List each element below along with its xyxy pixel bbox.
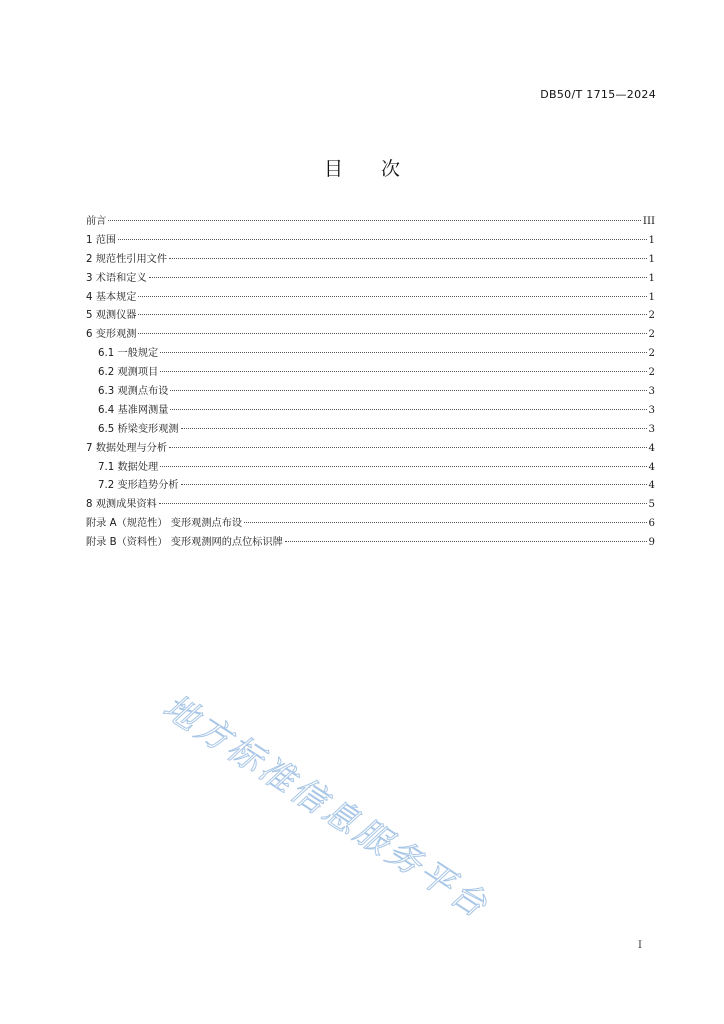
toc-dot-leader (170, 390, 646, 391)
toc-entry-title: 6.5 桥梁变形观测 (98, 423, 179, 435)
toc-dot-leader (169, 258, 646, 259)
toc-entry-title: 6.2 观测项目 (98, 367, 159, 379)
toc-entry-page: 2 (648, 348, 655, 360)
toc-entry-general-rules[interactable] (86, 344, 655, 363)
watermark: 地方标准信息服务平台 (155, 686, 497, 928)
toc-dot-leader (138, 296, 646, 297)
toc-dot-leader (118, 239, 646, 240)
toc-entry-appendix-b[interactable] (86, 533, 655, 552)
toc-entry-page: 1 (648, 234, 655, 246)
toc-dot-leader (138, 333, 646, 334)
toc-entry-point-layout[interactable] (86, 382, 655, 401)
toc-dot-leader (181, 484, 647, 485)
toc-entry-title: 6.3 观测点布设 (98, 386, 169, 398)
toc-entry-page: 4 (648, 480, 655, 492)
toc-dot-leader (160, 466, 646, 467)
toc-entry-basic-provisions[interactable] (86, 288, 655, 307)
toc-entry-title: 6.1 一般规定 (98, 348, 159, 360)
toc-entry-page: 6 (648, 518, 655, 530)
toc-entry-title: 7 数据处理与分析 (86, 442, 168, 454)
toc-entry-scope[interactable] (86, 231, 655, 250)
toc-entry-title: 附录 B（资料性） 变形观测网的点位标识牌 (86, 537, 283, 549)
toc-dot-leader (160, 352, 646, 353)
toc-entry-normative-references[interactable] (86, 250, 655, 269)
document-code: DB50/T 1715—2024 (540, 88, 656, 101)
toc-entry-title: 6 变形观测 (86, 329, 137, 341)
toc-entry-title: 5 观测仪器 (86, 310, 137, 322)
toc-entry-title: 附录 A（规范性） 变形观测点布设 (86, 518, 243, 530)
page-number: I (638, 940, 642, 951)
toc-dot-leader (108, 220, 641, 221)
toc-entry-title: 6.4 基准网测量 (98, 404, 169, 416)
toc-entry-title: 前言 (86, 216, 107, 227)
toc-entry-page: 5 (648, 499, 655, 511)
toc-dot-leader (285, 541, 647, 542)
toc-dot-leader (170, 409, 646, 410)
toc-entry-appendix-a[interactable] (86, 514, 655, 533)
toc-entry-page: 1 (648, 291, 655, 303)
toc-entry-terms-definitions[interactable] (86, 269, 655, 288)
toc-dot-leader (149, 277, 647, 278)
toc-entry-page: 1 (648, 272, 655, 284)
toc-entry-data-processing-analysis[interactable] (86, 439, 655, 458)
toc-dot-leader (169, 447, 646, 448)
toc-entry-title: 2 规范性引用文件 (86, 253, 168, 265)
toc-entry-page: 3 (648, 386, 655, 398)
toc-entry-deformation-observation[interactable] (86, 325, 655, 344)
toc-title-part2: 次 (381, 158, 401, 180)
toc-dot-leader (160, 371, 646, 372)
toc-entry-page: 9 (648, 537, 655, 549)
toc-entry-trend-analysis[interactable] (86, 476, 655, 495)
toc-entry-data-processing[interactable] (86, 458, 655, 477)
toc-entry-title: 1 范围 (86, 234, 117, 246)
toc-title (0, 154, 724, 181)
toc-entry-page: III (642, 216, 655, 227)
toc-dot-leader (138, 314, 646, 315)
toc-entry-page: 2 (648, 367, 655, 379)
toc-entry-title: 7.1 数据处理 (98, 461, 159, 473)
toc-entry-page: 4 (648, 461, 655, 473)
toc-entry-page: 2 (648, 329, 655, 341)
toc-entry-page: 3 (648, 404, 655, 416)
toc-entry-page: 2 (648, 310, 655, 322)
toc-title-part1: 目 (323, 158, 343, 180)
toc-entry-title: 3 术语和定义 (86, 272, 147, 284)
toc-entry-observation-results[interactable] (86, 495, 655, 514)
toc-entry-reference-network[interactable] (86, 401, 655, 420)
toc-dot-leader (159, 503, 647, 504)
toc-entry-title: 8 观测成果资料 (86, 499, 157, 511)
toc-entry-page: 1 (648, 253, 655, 265)
toc-entry-title: 4 基本规定 (86, 291, 137, 303)
toc-entry-observation-items[interactable] (86, 363, 655, 382)
toc-entry-page: 4 (648, 442, 655, 454)
toc-dot-leader (244, 522, 646, 523)
toc-entry-bridge-deformation[interactable] (86, 420, 655, 439)
toc-entry-page: 3 (648, 423, 655, 435)
toc-entry-foreword[interactable] (86, 212, 655, 231)
toc-dot-leader (181, 428, 647, 429)
toc-entry-title: 7.2 变形趋势分析 (98, 480, 179, 492)
table-of-contents (86, 212, 655, 552)
toc-entry-instruments[interactable] (86, 306, 655, 325)
